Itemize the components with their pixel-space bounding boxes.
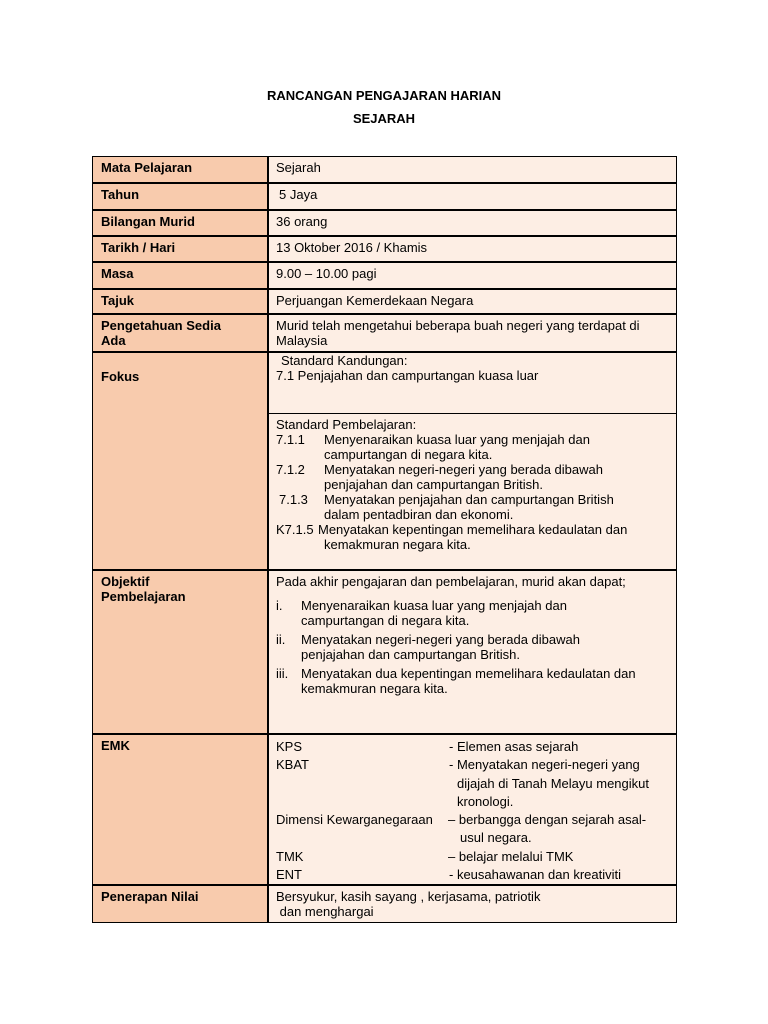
document-subject: SEJARAH — [352, 111, 416, 126]
sp-item: 7.1.1 Menyenaraikan kuasa luar yang menjajah dan campurtangan di negara kita. — [276, 432, 590, 462]
label-tajuk: Tajuk — [93, 290, 269, 315]
sp-item: K7.1.5 Menyatakan kepentingan memelihara kedaulatan dan kemakmuran negara kita. — [276, 522, 628, 552]
objektif-intro: Pada akhir pengajaran dan pembelajaran, murid akan dapat; — [276, 574, 626, 589]
label-objektif: Objektif Pembelajaran — [93, 571, 269, 735]
emk-ent: ENT - keusahawanan dan kreativiti — [276, 867, 621, 883]
document-title: RANCANGAN PENGAJARAN HARIAN — [266, 88, 501, 103]
value-nilai: Bersyukur, kasih sayang , kerjasama, patriotik dan menghargai — [269, 886, 676, 922]
row-tahun — [93, 184, 676, 211]
sp-item: 7.1.3 Menyatakan penjajahan dan campurtangan British dalam pentadbiran dan ekonomi. — [279, 492, 614, 522]
objektif-item: ii. Menyatakan negeri-negeri yang berada dibawah penjajahan dan campurtangan British. — [276, 632, 580, 662]
label-fokus: Fokus — [93, 353, 269, 571]
emk-kps: KPS - Elemen asas sejarah — [276, 739, 579, 754]
sp-item: 7.1.2 Menyatakan negeri-negeri yang berada dibawah penjajahan dan campurtangan British. — [276, 462, 603, 492]
row-tajuk — [93, 290, 676, 315]
objektif-item: iii. Menyatakan dua kepentingan memelihara kedaulatan dan kemakmuran negara kita. — [276, 666, 636, 696]
lesson-plan-table — [92, 156, 677, 923]
label-tarikh: Tarikh / Hari — [93, 237, 269, 263]
value-mata-pelajaran: Sejarah — [269, 157, 676, 184]
row-mata-pelajaran — [93, 157, 676, 184]
value-tarikh: 13 Oktober 2016 / Khamis — [269, 237, 676, 263]
value-emk — [269, 735, 676, 886]
objektif-item: i. Menyenaraikan kuasa luar yang menjajah dan campurtangan di negara kita. — [276, 598, 567, 628]
row-masa — [93, 263, 676, 290]
emk-kbat: KBAT - Menyatakan negeri-negeri yang dijajah di Tanah Melayu mengikut kronologi. — [276, 757, 649, 809]
value-fokus — [269, 353, 676, 571]
standard-kandungan-heading: Standard Kandungan: — [281, 353, 408, 368]
value-tajuk: Perjuangan Kemerdekaan Negara — [269, 290, 676, 315]
label-pengetahuan: Pengetahuan Sedia Ada — [93, 315, 269, 353]
row-emk — [93, 735, 676, 886]
value-objektif — [269, 571, 676, 735]
standard-pembelajaran-heading: Standard Pembelajaran: — [276, 417, 417, 432]
label-bilangan-murid: Bilangan Murid — [93, 211, 269, 237]
emk-dimensi: Dimensi Kewarganegaraan – berbangga dengan sejarah asal- usul negara. — [276, 812, 647, 846]
row-objektif — [93, 571, 676, 735]
label-nilai: Penerapan Nilai — [93, 886, 269, 922]
label-mata-pelajaran: Mata Pelajaran — [93, 157, 269, 184]
row-tarikh — [93, 237, 676, 263]
emk-tmk: TMK – belajar melalui TMK — [276, 848, 574, 864]
value-bilangan-murid: 36 orang — [269, 211, 676, 237]
standard-pembelajaran — [269, 413, 676, 552]
standard-kandungan-item: 7.1 Penjajahan dan campurtangan kuasa luar — [276, 368, 539, 383]
label-tahun: Tahun — [93, 184, 269, 211]
value-tahun: 5 Jaya — [269, 184, 676, 211]
row-fokus — [93, 353, 676, 571]
label-emk: EMK — [93, 735, 269, 886]
label-masa: Masa — [93, 263, 269, 290]
row-nilai — [93, 886, 676, 922]
row-bilangan-murid — [93, 211, 676, 237]
value-pengetahuan: Murid telah mengetahui beberapa buah negeri yang terdapat di Malaysia — [269, 315, 676, 353]
row-pengetahuan — [93, 315, 676, 353]
value-masa: 9.00 – 10.00 pagi — [269, 263, 676, 290]
